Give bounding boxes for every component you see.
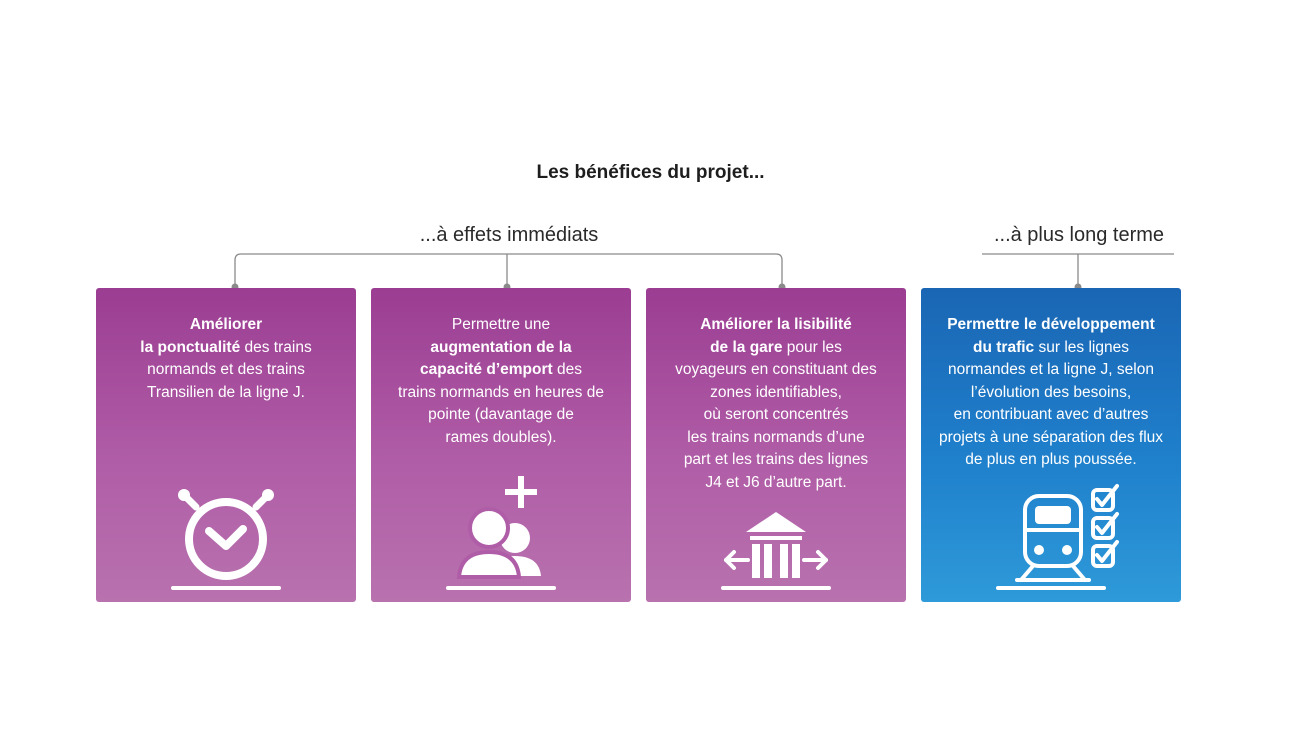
card-text-line	[929, 449, 1173, 472]
train-checklist-icon	[921, 474, 1181, 594]
benefit-card-capacity	[371, 288, 631, 602]
card-text-bold: capacité d’emport	[420, 361, 553, 378]
card-text-line	[929, 359, 1173, 382]
card-text-segment: zones identifiables,	[710, 383, 842, 401]
card-text-segment: Permettre une	[451, 316, 551, 333]
card-text-line	[654, 337, 898, 360]
card-text-segment: normandes et la ligne J, selon	[948, 361, 1154, 378]
card-text-segment: des	[552, 361, 582, 378]
main-title: Les bénéfices du projet...	[536, 162, 765, 183]
card-text-segment: les trains normands d’une	[687, 428, 865, 446]
card-text-bold: Améliorer	[189, 316, 263, 333]
card-text-segment: où seront concentrés	[703, 406, 849, 423]
card-text-line	[379, 382, 623, 405]
station-converging-arrows-icon	[646, 474, 906, 594]
card-text	[654, 314, 898, 494]
card-text-segment: en contribuant avec d’autres	[953, 406, 1149, 423]
card-text-segment: Transilien de la ligne J.	[147, 383, 305, 401]
card-text-segment: l’évolution des besoins,	[970, 383, 1132, 401]
card-text-line	[104, 314, 348, 337]
card-text-segment: pour les	[782, 338, 842, 356]
card-text-line	[379, 427, 623, 450]
card-text-line	[929, 382, 1173, 405]
card-text-segment: part et les trains des lignes	[683, 451, 869, 468]
card-text-segment: rames doubles).	[445, 428, 557, 446]
stopwatch-icon	[96, 474, 356, 594]
card-text-bold: augmentation de la	[430, 338, 572, 356]
card-text-segment: pointe (davantage de	[428, 406, 574, 423]
benefit-card-legibility	[646, 288, 906, 602]
card-text-line	[379, 359, 623, 382]
card-text-segment: voyageurs en constituant des	[675, 361, 877, 378]
card-text-line	[654, 404, 898, 427]
card-text-line	[929, 427, 1173, 450]
card-text-line	[379, 337, 623, 360]
card-text-line	[929, 404, 1173, 427]
card-text-bold: Permettre le développement	[947, 316, 1155, 333]
card-text-line	[379, 404, 623, 427]
card-text-bold: du trafic	[973, 338, 1035, 356]
card-text-line	[654, 314, 898, 337]
card-text-line	[104, 337, 348, 360]
card-text-line	[104, 359, 348, 382]
card-text-line	[104, 382, 348, 405]
group-label-long-term: ...à plus long terme	[993, 224, 1165, 246]
group-label-immediate: ...à effets immédiats	[419, 224, 599, 246]
card-text-bold: de la gare	[710, 338, 783, 356]
card-text	[929, 314, 1173, 472]
add-people-icon	[371, 474, 631, 594]
benefit-card-traffic-development	[921, 288, 1181, 602]
card-text-segment: sur les lignes	[1034, 338, 1129, 356]
card-text-segment: des trains	[240, 338, 312, 356]
card-text	[104, 314, 348, 404]
card-text-line	[379, 314, 623, 337]
card-text-bold: la ponctualité	[140, 338, 241, 356]
card-text-segment: J4 et J6 d’autre part.	[705, 473, 847, 491]
card-text-line	[654, 382, 898, 405]
card-text-segment: normands et des trains	[147, 361, 305, 378]
card-text-line	[654, 427, 898, 450]
immediate-bracket	[235, 254, 782, 287]
card-text-segment: projets à une séparation des flux	[938, 428, 1164, 446]
card-text-line	[654, 359, 898, 382]
card-text-line	[654, 449, 898, 472]
card-text-segment: de plus en plus poussée.	[965, 451, 1137, 468]
card-text-segment: trains normands en heures de	[398, 383, 604, 401]
benefit-card-punctuality	[96, 288, 356, 602]
card-text	[379, 314, 623, 449]
card-text-line	[929, 314, 1173, 337]
card-text-bold: Améliorer la lisibilité	[700, 316, 852, 333]
card-text-line	[929, 337, 1173, 360]
